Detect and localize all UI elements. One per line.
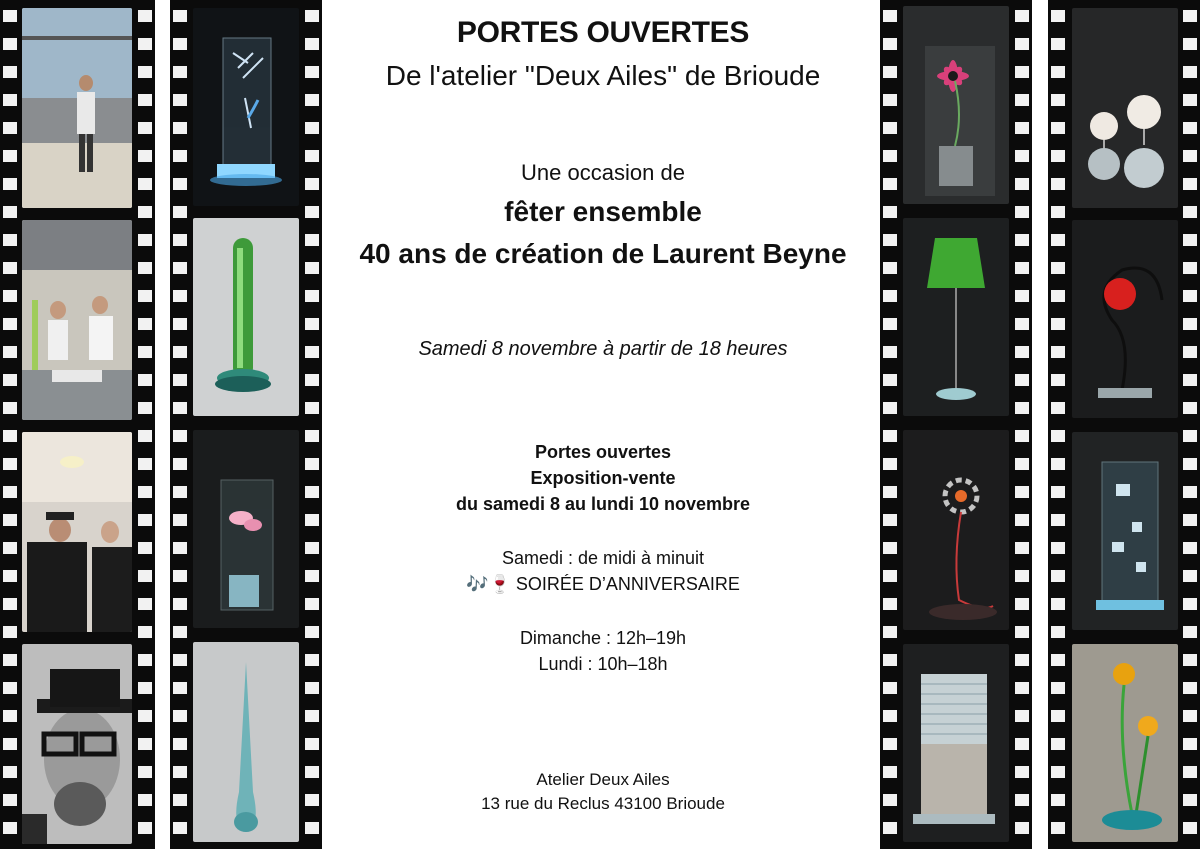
sunday-hours: Dimanche : 12h–19h xyxy=(519,628,687,648)
sprocket-holes-right xyxy=(138,0,152,849)
glass-block-lamp-photo xyxy=(903,644,1009,842)
sprocket-holes-left xyxy=(173,0,187,849)
sprocket-holes-left xyxy=(1051,0,1065,849)
event-line-1: Portes ouvertes xyxy=(534,442,672,462)
film-strip-2 xyxy=(170,0,322,849)
address-name: Atelier Deux Ailes xyxy=(536,770,670,789)
event-date: Samedi 8 novembre à partir de 18 heures xyxy=(418,338,788,360)
sprocket-holes-left xyxy=(3,0,17,849)
red-ball-spiral-photo xyxy=(1072,220,1178,418)
event-line-3: du samedi 8 au lundi 10 novembre xyxy=(455,494,751,514)
event-line-2: Exposition-vente xyxy=(530,468,676,488)
glass-plate-pink-flower-photo xyxy=(193,430,299,628)
film-strip-4 xyxy=(1048,0,1200,849)
portrait-bw-photo xyxy=(22,644,132,844)
page-title: PORTES OUVERTES xyxy=(456,16,750,49)
sprocket-holes-right xyxy=(1183,0,1197,849)
sprocket-holes-left xyxy=(883,0,897,849)
glass-dandelion-photo xyxy=(1072,8,1178,208)
address-street: 13 rue du Reclus 43100 Brioude xyxy=(481,794,725,813)
film-strip-1 xyxy=(0,0,155,849)
glass-daisy-lamp-photo xyxy=(903,6,1009,204)
film-strip-3 xyxy=(880,0,1032,849)
page-subtitle: De l'atelier "Deux Ailes" de Brioude xyxy=(385,60,821,91)
saturday-hours: Samedi : de midi à minuit xyxy=(501,548,705,568)
occasion-line-2: 40 ans de création de Laurent Beyne xyxy=(359,238,847,269)
glass-plate-branch-photo xyxy=(193,8,299,206)
glass-spire-photo xyxy=(193,642,299,842)
glass-plate-cubes-photo xyxy=(1072,432,1178,630)
two-men-workshop-photo xyxy=(22,220,132,420)
workshop-man-standing-photo xyxy=(22,8,132,208)
green-lamp-photo xyxy=(903,218,1009,416)
occasion-line-1: fêter ensemble xyxy=(504,196,702,227)
green-glass-tube-photo xyxy=(193,218,299,416)
occasion-intro: Une occasion de xyxy=(521,160,685,185)
couple-seated-photo xyxy=(22,432,132,632)
monday-hours: Lundi : 10h–18h xyxy=(538,654,668,674)
sprocket-holes-right xyxy=(305,0,319,849)
anniversary-party: 🎶🍷 SOIRÉE D’ANNIVERSAIRE xyxy=(466,574,740,594)
sprocket-holes-right xyxy=(1015,0,1029,849)
glass-flower-orange-photo xyxy=(903,430,1009,630)
yellow-flowers-glass-photo xyxy=(1072,644,1178,842)
invitation-text xyxy=(326,0,880,849)
